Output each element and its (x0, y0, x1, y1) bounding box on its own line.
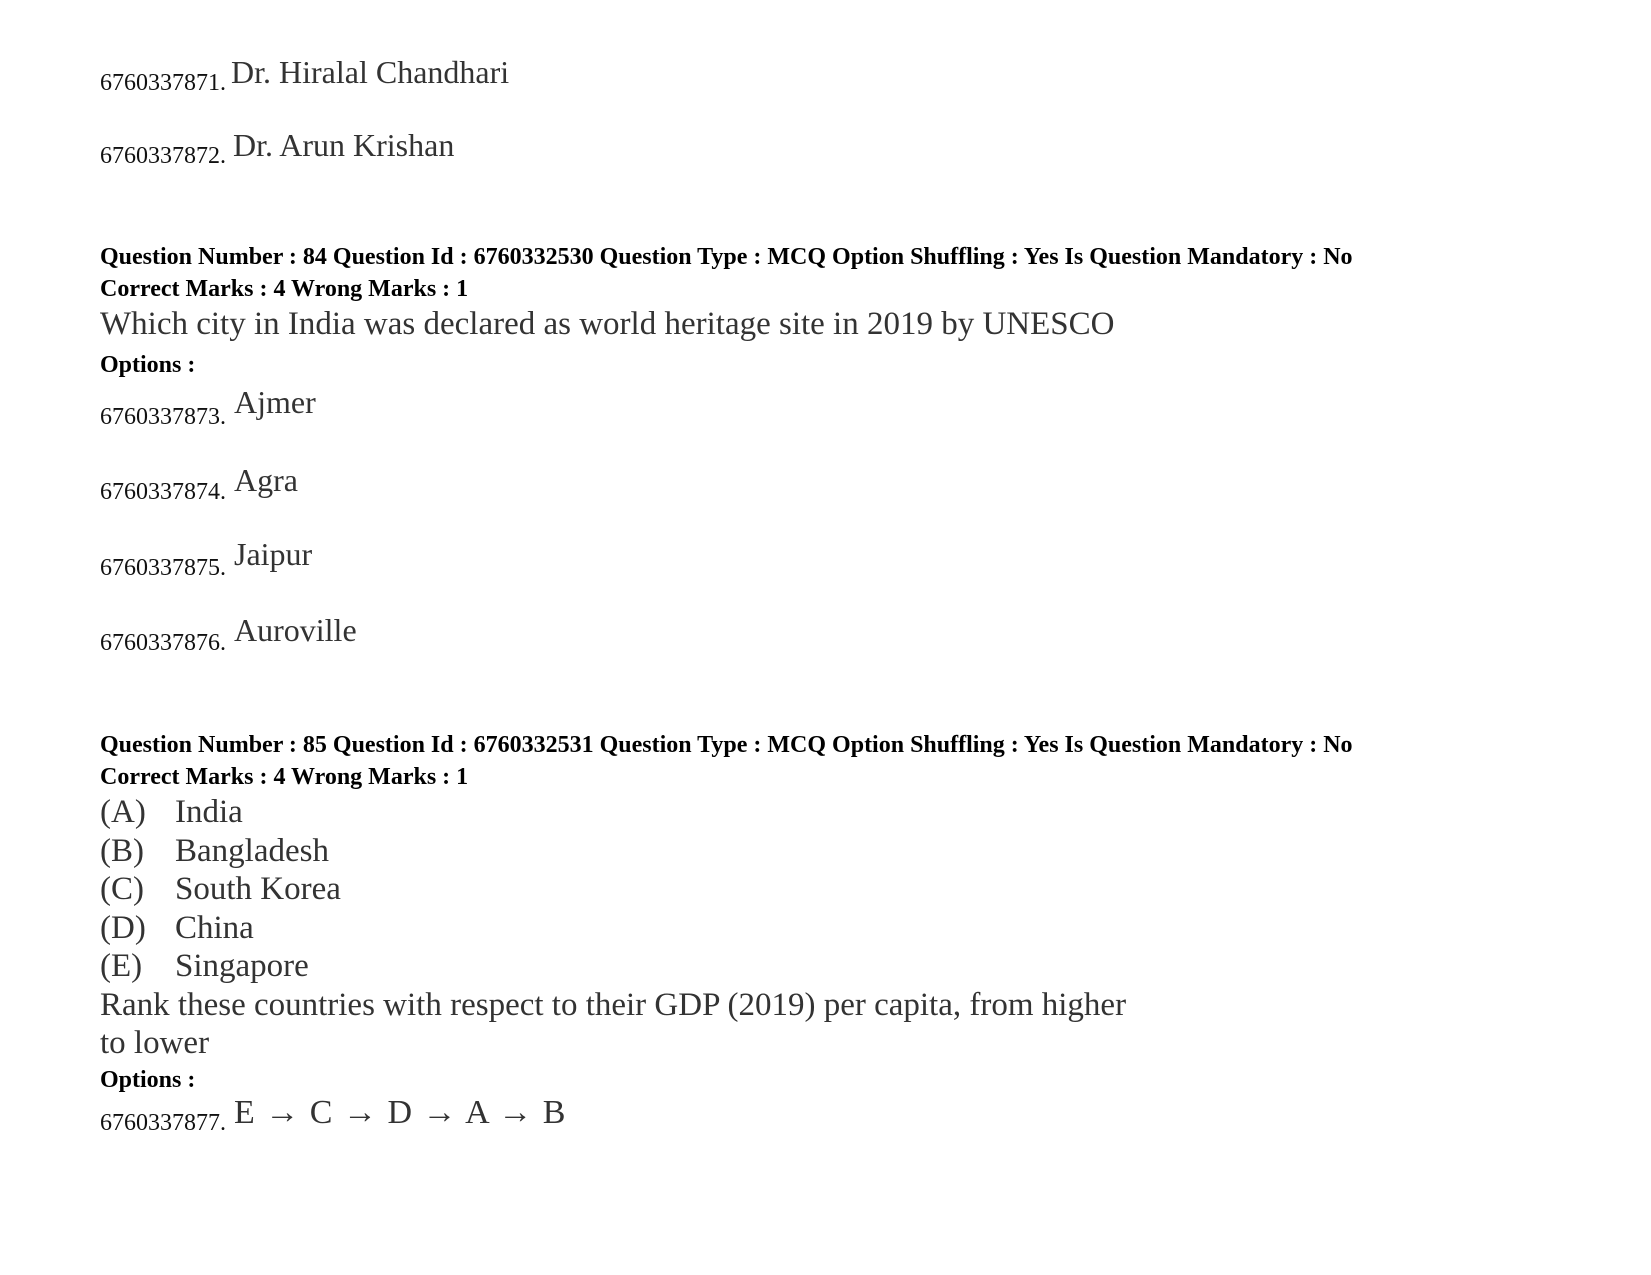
option-text: Dr. Arun Krishan (233, 127, 455, 163)
list-item-text: India (175, 794, 243, 830)
option-text: Dr. Hiralal Chandhari (231, 54, 510, 90)
option-text: Jaipur (234, 536, 313, 572)
question-meta: Question Number : 85 Question Id : 6760332531 Question Type : MCQ Option Shuffling : Yes Is Question Mandatory : No (100, 732, 1353, 758)
option-id: 6760337872. (100, 143, 226, 169)
option-id: 6760337874. (100, 479, 226, 505)
question-text-line-2: to lower (100, 1025, 210, 1061)
question-text: Which city in India was declared as world heritage site in 2019 by UNESCO (100, 306, 1115, 342)
list-item-text: Bangladesh (175, 833, 329, 869)
option-id: 6760337877. (100, 1110, 226, 1136)
list-item-letter: (A) (100, 794, 146, 830)
option-text: Auroville (234, 612, 357, 648)
list-item (100, 910, 254, 947)
list-item-letter: (C) (100, 871, 144, 907)
list-item (100, 794, 243, 831)
options-label: Options : (100, 352, 196, 378)
option-text: Agra (234, 462, 298, 498)
list-item-letter: (B) (100, 833, 144, 869)
list-item-letter: (D) (100, 910, 146, 946)
option-id: 6760337876. (100, 630, 226, 656)
option-id: 6760337873. (100, 404, 226, 430)
option-text: Ajmer (234, 384, 316, 420)
question-meta: Question Number : 84 Question Id : 6760332530 Question Type : MCQ Option Shuffling : Yes Is Question Mandatory : No (100, 244, 1353, 270)
list-item-text: South Korea (175, 871, 341, 907)
option-id: 6760337875. (100, 555, 226, 581)
list-item-text: Singapore (175, 948, 309, 984)
list-item-text: China (175, 910, 254, 946)
option-text: E → C → D → A → B (234, 1094, 567, 1131)
list-item (100, 948, 309, 985)
list-item (100, 871, 341, 908)
option-id: 6760337871. (100, 70, 226, 96)
list-item (100, 833, 329, 870)
options-label: Options : (100, 1067, 196, 1093)
list-item-letter: (E) (100, 948, 143, 984)
question-text-line-1: Rank these countries with respect to their GDP (2019) per capita, from higher (100, 987, 1127, 1023)
question-marks: Correct Marks : 4 Wrong Marks : 1 (100, 764, 469, 790)
question-marks: Correct Marks : 4 Wrong Marks : 1 (100, 276, 469, 302)
